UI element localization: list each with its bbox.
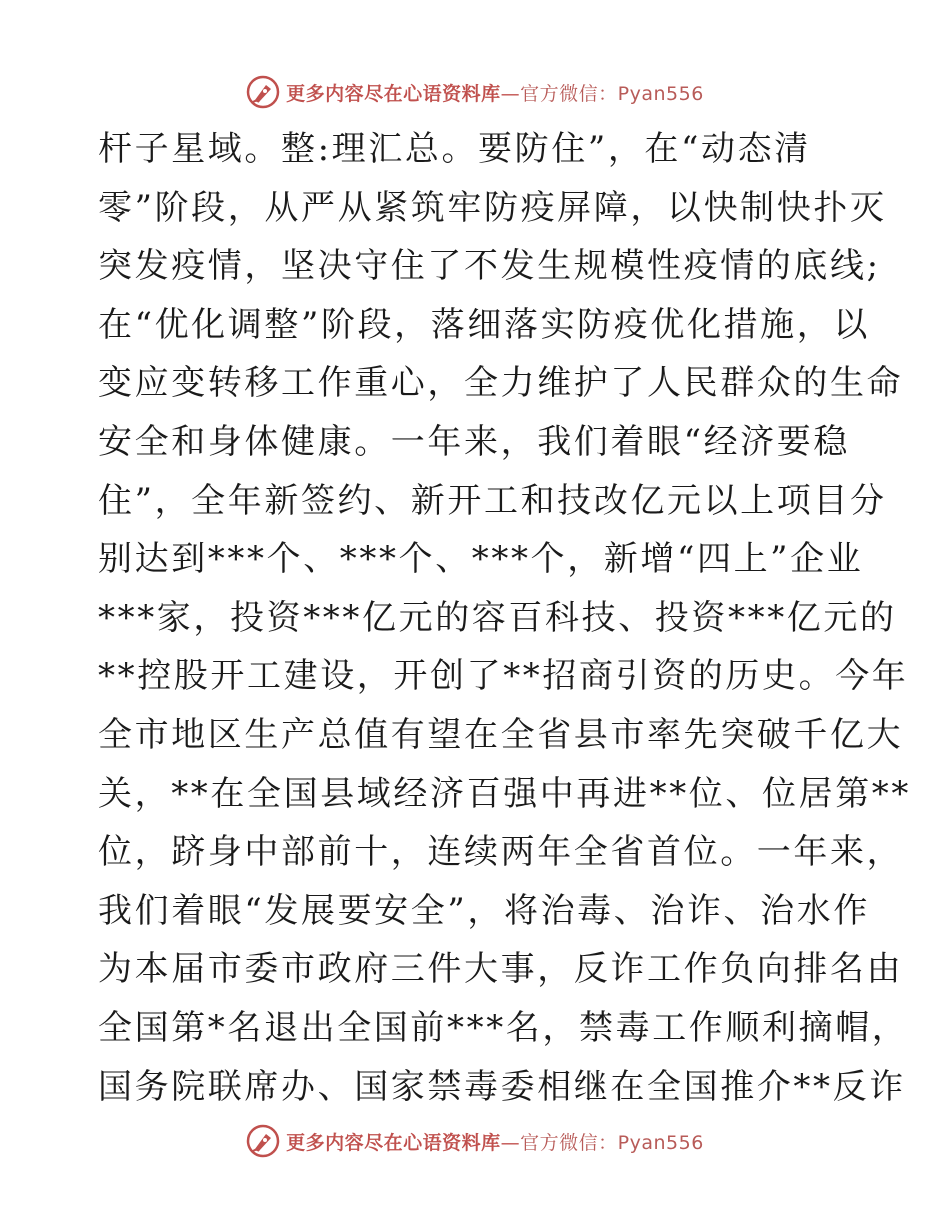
text-line: 别达到***个、***个、***个，新增“四上”企业 [98, 539, 864, 580]
text-line: 为本届市委市政府三件大事，反诈工作负向排名由 [98, 949, 904, 990]
text-line: ***家，投资***亿元的容百科技、投资***亿元的 [98, 597, 897, 638]
text-line: 关，**在全国县域经济百强中再进**位、位居第** [98, 773, 911, 814]
text-line: **控股开工建设，开创了**招商引资的历史。今年 [98, 656, 909, 697]
document-body [98, 120, 911, 1116]
text-line: 零”阶段，从严从紧筑牢防疫屏障，以快制快扑灭 [98, 187, 887, 228]
footer-watermark [0, 1121, 950, 1161]
text-line: 安全和身体健康。一年来，我们着眼“经济要稳 [98, 421, 850, 462]
text-line: 住”，全年新签约、新开工和技改亿元以上项目分 [98, 480, 887, 521]
header-watermark [0, 72, 950, 112]
text-line: 杆子星域。整:理汇总。要防住”，在“动态清 [98, 129, 811, 169]
text-line: 在“优化调整”阶段，落细落实防疫优化措施，以 [98, 304, 870, 345]
text-line: 变应变转移工作重心，全力维护了人民群众的生命 [98, 363, 904, 404]
pen-nib-logo-icon [246, 75, 280, 109]
text-line: 位，跻身中部前十，连续两年全省首位。一年来， [98, 832, 904, 873]
text-line: 我们着眼“发展要安全”，将治毒、治诈、治水作 [98, 890, 870, 931]
watermark-text: 更多内容尽在心语资料库—官方微信：Pyan556 [286, 82, 704, 105]
text-line: 全市地区生产总值有望在全省县市率先突破千亿大 [98, 714, 904, 755]
watermark-text: 更多内容尽在心语资料库—官方微信：Pyan556 [286, 1131, 704, 1154]
text-line: 全国第*名退出全国前***名，禁毒工作顺利摘帽， [98, 1007, 909, 1048]
text-line: 突发疫情，坚决守住了不发生规模性疫情的底线; [98, 246, 881, 287]
text-line: 国务院联席办、国家禁毒委相继在全国推介**反诈 [98, 1066, 906, 1107]
pen-nib-logo-icon [246, 1124, 280, 1158]
